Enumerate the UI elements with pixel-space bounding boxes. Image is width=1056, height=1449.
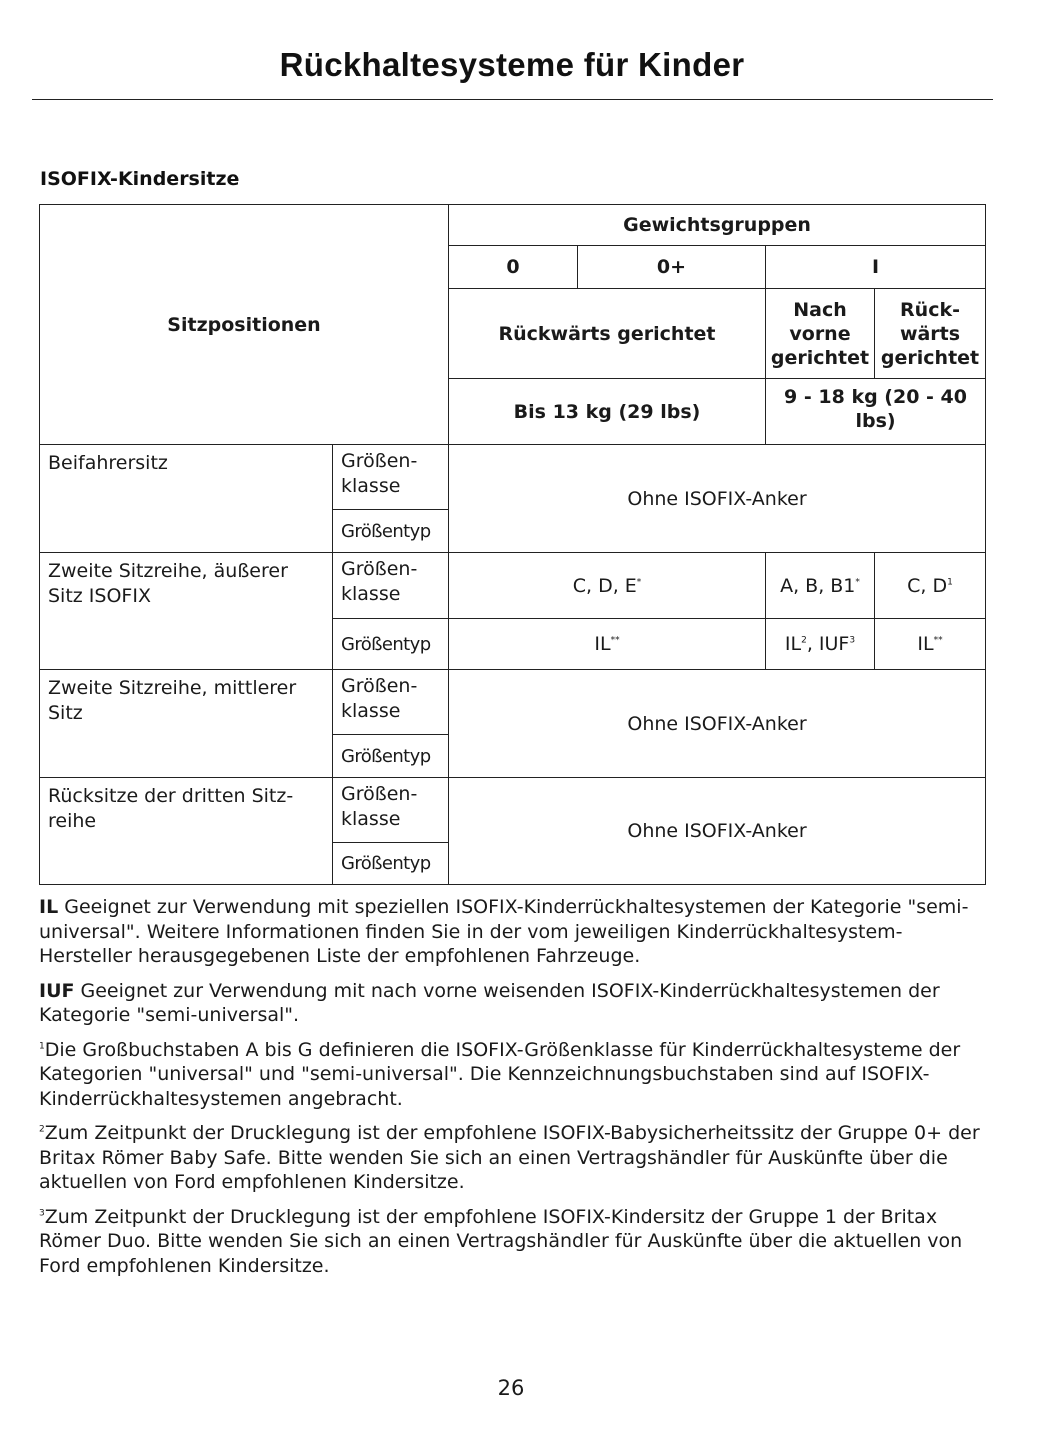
row-label-second-outer: Zweite Sitzreihe, äußerer Sitz ISOFIX [40,553,333,670]
size-class-label: Größen-klasse [333,445,449,510]
size-type-label: Größentyp [333,510,449,553]
title-divider [32,99,993,100]
group-0-header: 0 [449,246,578,289]
no-anchor-cell: Ohne ISOFIX-Anker [449,670,986,778]
size-class-rearward-cell: C, D, E* [449,553,766,619]
no-anchor-cell: Ohne ISOFIX-Anker [449,778,986,885]
footnote-2: $^2$Zum Zeitpunkt der Drucklegung ist der empfohlene ISOFIX-Babysicherheitssitz der Gruppe 0+ der Britax Römer Baby Safe. Bitte wenden Sie sich an einen Vertragshändler für Auskünfte über die aktuellen von Ford empfohlenen Kindersitze. [39,1122,980,1193]
size-type-label: Größentyp [333,619,449,670]
size-type-label: Größentyp [333,843,449,885]
note-il: IL Geeignet zur Verwendung mit speziellen ISOFIX-Kinderrückhaltesystemen der Kategorie "semi-universal". Weitere Informationen finden Sie in der vom jeweiligen Kinderrückhaltesystem-Hersteller herausgegebenen Liste der empfohlenen Fahrzeuge. [39,896,969,967]
size-type-group1-rearward-cell: IL** [875,619,986,670]
size-class-label: Größen-klasse [333,670,449,735]
row-label-third-row: Rücksitze der dritten Sitz-reihe [40,778,333,885]
footnote-3: $^3$Zum Zeitpunkt der Drucklegung ist der empfohlene ISOFIX-Kindersitz der Gruppe 1 der Britax Römer Duo. Bitte wenden Sie sich an einen Vertragshändler für Auskünfte über die aktuellen von Ford empfohlenen Kindersitze. [39,1205,963,1277]
weight-range-rearward: Bis 13 kg (29 lbs) [449,379,766,445]
group-1-header: I [766,246,986,289]
page-title: Rückhaltesysteme für Kinder [279,46,745,83]
page-number: 26 [497,1376,525,1400]
footnote-1: $^1$Die Großbuchstaben A bis G definieren die ISOFIX-Größenklasse für Kinderrückhaltesysteme der Kategorien "universal" und "semi-universal". Die Kennzeichnungsbuchstaben sind auf ISOFIX-Kinderrückhaltesystemen angebracht. [39,1038,961,1110]
size-class-label: Größen-klasse [333,778,449,843]
row-label-second-middle: Zweite Sitzreihe, mittlerer Sitz [40,670,333,778]
weight-groups-header: Gewichtsgruppen [449,205,986,246]
isofix-table [39,204,986,885]
size-type-forward-cell: $IL^2$, IUF$^3$ [766,619,875,670]
rearward-facing-header: Rückwärts gerichtet [449,289,766,379]
row-label-front-passenger: Beifahrersitz [40,445,333,553]
seat-positions-header: Sitzpositionen [40,205,449,445]
size-class-label: Größen-klasse [333,553,449,619]
rearward-facing-group1-header: Rück-wärts gerichtet [875,289,986,379]
note-iuf: IUF Geeignet zur Verwendung mit nach vorne weisenden ISOFIX-Kinderrückhaltesystemen der Kategorie "semi-universal". [39,979,940,1026]
footnotes [39,895,989,1288]
size-type-rearward-cell: IL** [449,619,766,670]
weight-range-group1: 9 - 18 kg (20 - 40 lbs) [766,379,986,445]
size-class-forward-cell: A, B, B1* [766,553,875,619]
section-heading: ISOFIX-Kindersitze [40,168,240,190]
size-class-group1-rearward-cell: C, $D^1$ [875,553,986,619]
group-0plus-header: 0+ [578,246,766,289]
no-anchor-cell: Ohne ISOFIX-Anker [449,445,986,553]
forward-facing-header: Nach vorne gerichtet [766,289,875,379]
size-type-label: Größentyp [333,735,449,778]
